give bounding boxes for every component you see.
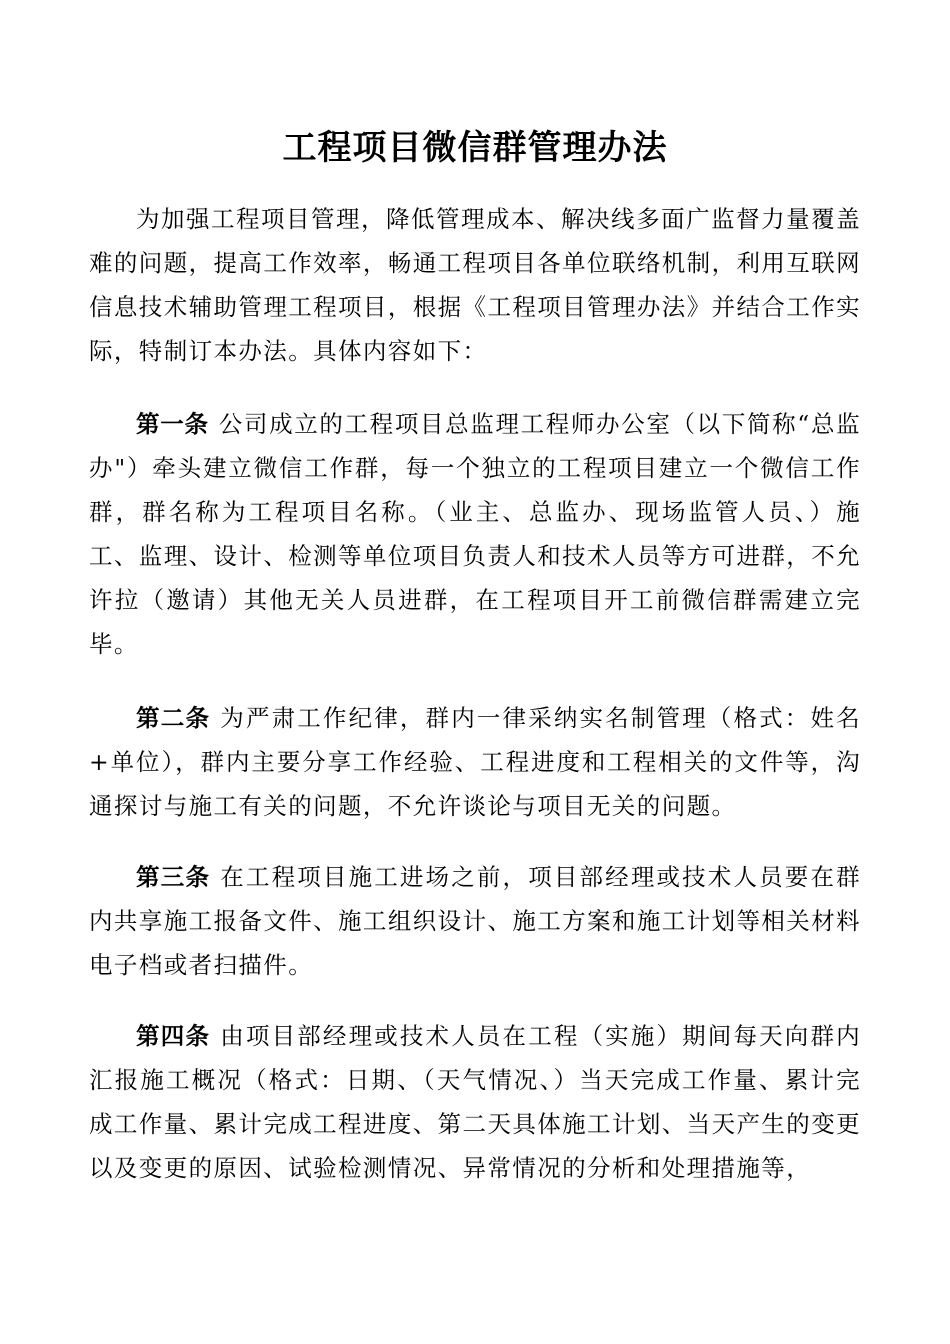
article-4-text: 由项目部经理或技术人员在工程（实施）期间每天向群内汇报施工概况（格式：日期、（天气情况、）当天完成工作量、累计完成工作量、累计完成工程进度、第二天具体施工计划、当天产生的变更以及变更的原因、试验检测情况、异常情况的分析和处理措施等， bbox=[89, 1022, 862, 1182]
article-1-text: 公司成立的工程项目总监理工程师办公室（以下简称“总监办"）牵头建立微信工作群，每一个独立的工程项目建立一个微信工作群，群名称为工程项目名称。（业主、总监办、现场监管人员、）施工、监理、设计、检测等单位项目负责人和技术人员等方可进群，不允许拉（邀请）其他无关人员进群，在工程项目开工前微信群需建立完毕。 bbox=[89, 410, 861, 658]
document-title: 工程项目微信群管理办法 bbox=[282, 128, 668, 168]
article-2-text: 为严肃工作纪律，群内一律采纳实名制管理（格式：姓名+单位），群内主要分享工作经验、工程进度和工程相关的文件等，沟通探讨与施工有关的问题，不允许谈论与项目无关的问题。 bbox=[89, 704, 862, 820]
article-1-paragraph bbox=[89, 402, 861, 666]
article-3-label: 第三条 bbox=[136, 863, 211, 891]
article-3-paragraph bbox=[89, 855, 861, 987]
article-2-paragraph bbox=[89, 696, 861, 828]
intro-paragraph: 为加强工程项目管理，降低管理成本、解决线多面广监督力量覆盖难的问题，提高工作效率，畅通工程项目各单位联络机制，利用互联网信息技术辅助管理工程项目，根据《工程项目管理办法》并结合工作实际，特制订本办法。具体内容如下： bbox=[89, 205, 861, 365]
article-4-label: 第四条 bbox=[136, 1022, 211, 1050]
article-1-label: 第一条 bbox=[136, 410, 209, 438]
article-2-label: 第二条 bbox=[136, 704, 211, 732]
article-4-paragraph bbox=[89, 1014, 861, 1190]
article-3-text: 在工程项目施工进场之前，项目部经理或技术人员要在群内共享施工报备文件、施工组织设计、施工方案和施工计划等相关材料电子档或者扫描件。 bbox=[89, 863, 862, 979]
